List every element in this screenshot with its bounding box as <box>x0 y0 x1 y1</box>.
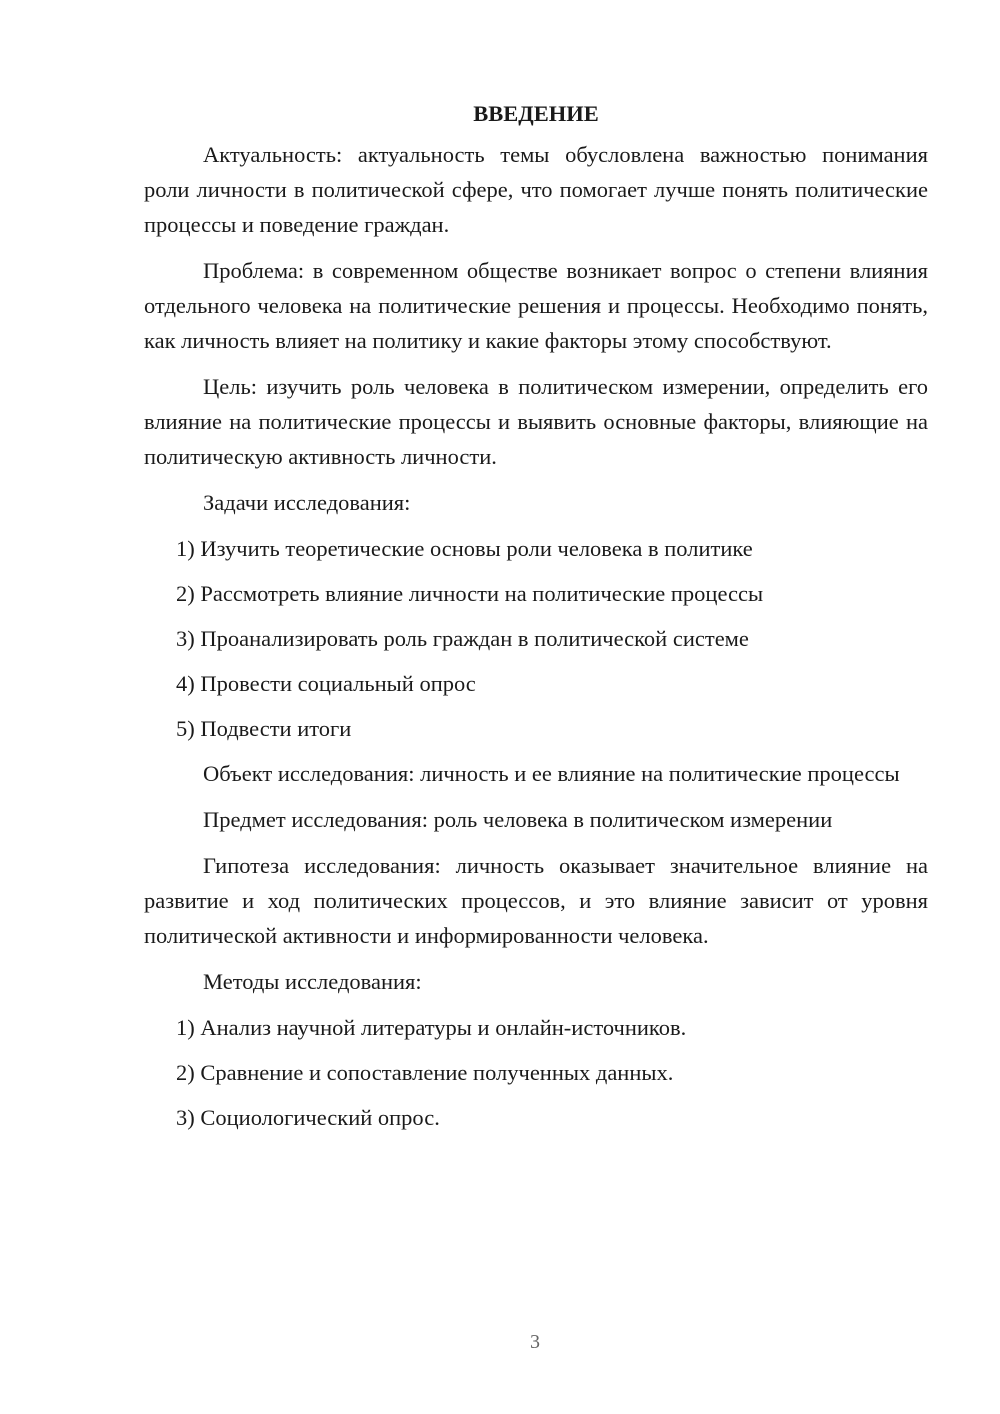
list-item: 1) Изучить теоретические основы роли человека в политике <box>176 536 753 561</box>
list-item: 2) Сравнение и сопоставление полученных данных. <box>176 1060 674 1085</box>
page-content <box>144 96 928 1145</box>
section-title: ВВЕДЕНИЕ <box>473 101 599 126</box>
list-item: 3) Социологический опрос. <box>176 1105 440 1130</box>
list-item: 2) Рассмотреть влияние личности на политические процессы <box>176 581 764 606</box>
methods-list <box>144 1010 928 1135</box>
page-number: 3 <box>530 1331 540 1353</box>
methods-heading: Методы исследования: <box>203 969 422 994</box>
list-item: 5) Подвести итоги <box>176 716 352 741</box>
tasks-heading: Задачи исследования: <box>203 490 411 515</box>
tasks-list <box>144 531 928 746</box>
goal-paragraph: Цель: изучить роль человека в политическом измерении, определить его влияние на политические процессы и выявить основные факторы, влияющие на политическую активность личности. <box>144 374 928 469</box>
list-item: 4) Провести социальный опрос <box>176 671 476 696</box>
hypothesis-paragraph: Гипотеза исследования: личность оказывает значительное влияние на развитие и ход политических процессов, и это влияние зависит от уровня политической активности и информированности человека. <box>144 853 928 948</box>
list-item: 1) Анализ научной литературы и онлайн-источников. <box>176 1015 687 1040</box>
list-item: 3) Проанализировать роль граждан в политической системе <box>176 626 749 651</box>
relevance-paragraph: Актуальность: актуальность темы обусловлена важностью понимания роли личности в политической сфере, что помогает лучше понять политические процессы и поведение граждан. <box>144 142 928 237</box>
subject-paragraph: Предмет исследования: роль человека в политическом измерении <box>203 807 833 832</box>
problem-paragraph: Проблема: в современном обществе возникает вопрос о степени влияния отдельного человека на политические решения и процессы. Необходимо понять, как личность влияет на политику и какие факторы этому способствуют. <box>144 258 928 353</box>
object-paragraph: Объект исследования: личность и ее влияние на политические процессы <box>203 761 900 786</box>
